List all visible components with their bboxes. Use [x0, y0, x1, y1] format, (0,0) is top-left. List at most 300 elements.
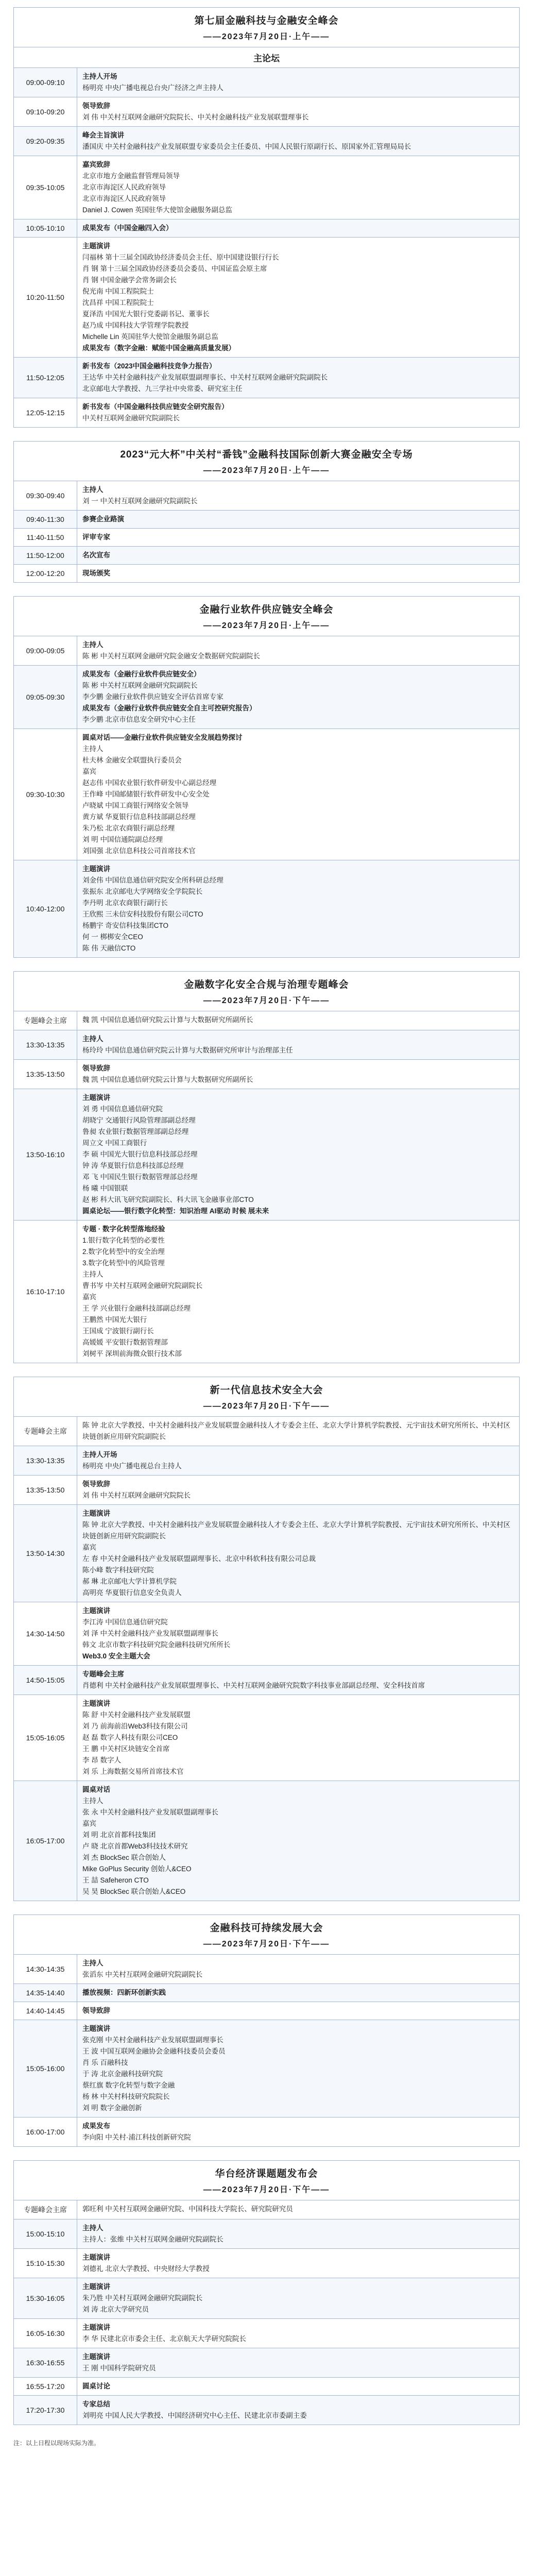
agenda-body: [77, 1666, 519, 1694]
agenda-item-line: 王 波 中国互联网金融协会金融科技委员会委员: [82, 2047, 226, 2055]
agenda-item-line: 吴 昊 BlockSec 联合创始人&CEO: [82, 1888, 186, 1895]
agenda-body: [77, 127, 519, 156]
agenda-time: 16:30-16:55: [14, 2348, 77, 2377]
agenda-item-heading: 主题演讲: [82, 2283, 110, 2291]
agenda-item-line: 郭旺利 中关村互联网金融研究院、中国科技大学院长、研究院研究员: [82, 2205, 293, 2213]
agenda-item-line: 沈昌祥 中国工程院院士: [82, 299, 154, 307]
agenda-item-line: 陈 伟 天融信CTO: [82, 944, 136, 952]
agenda-section: [13, 971, 520, 1363]
agenda-item-line: Mike GoPlus Security 创始人&CEO: [82, 1865, 192, 1873]
agenda-item-line: 王作峰 中国邮储银行软件研发中心安全处: [82, 790, 210, 798]
agenda-item-line: 魏 凯 中国信息通信研究院云计算与大数据研究所副所长: [82, 1016, 253, 1024]
agenda-item-heading: 成果发布（金融行业软件供应链安全自主可控研究报告）: [82, 704, 256, 712]
agenda-body: [77, 2200, 519, 2219]
agenda-item-line: 卢 晓 北京首都Web3科技技术研究: [82, 1842, 188, 1850]
agenda-item-heading: 成果发布（数字金融：赋能中国金融高质量发展）: [82, 344, 235, 352]
agenda-time: 14:40-14:45: [14, 2002, 77, 2020]
agenda-row: [14, 2020, 519, 2117]
agenda-row: [14, 1665, 519, 1694]
agenda-body: [77, 1602, 519, 1665]
agenda-row: [14, 357, 519, 398]
agenda-item-line: 赵乃成 中国科技大学管理学院教授: [82, 321, 189, 329]
agenda-item-line: 张振东 北京邮电大学网络安全学院院长: [82, 888, 203, 895]
agenda-time: 16:00-17:00: [14, 2117, 77, 2146]
agenda-body: [77, 860, 519, 957]
agenda-item-line: 鲁昶 农业银行数据管理部副总经理: [82, 1128, 189, 1136]
agenda-row: [14, 510, 519, 528]
agenda-item-line: 卢晓斌 中国工商银行网络安全领导: [82, 802, 189, 809]
agenda-body: [77, 2020, 519, 2117]
agenda-row: [14, 564, 519, 582]
agenda-time: 13:35-13:50: [14, 1476, 77, 1504]
agenda-item-line: 杨明亮 中央广播电视总台央广经济之声主持人: [82, 84, 223, 92]
agenda-body: [77, 238, 519, 357]
section-title: 金融科技可持续发展大会: [210, 1923, 323, 1934]
agenda-item-line: 杜夫林 金融安全联盟执行委员会: [82, 756, 182, 764]
agenda-item-line: 李向阳 中关村·浦江科技创新研究院: [82, 2133, 191, 2141]
agenda-time: 14:30-14:50: [14, 1602, 77, 1665]
agenda-body: [77, 2378, 519, 2395]
section-title: 金融数字化安全合规与治理专题峰会: [184, 979, 349, 990]
agenda-item-line: 1.银行数字化转型的必要性: [82, 1236, 165, 1244]
agenda-time: 09:30-09:40: [14, 481, 77, 510]
agenda-time: 专题峰会主席: [14, 2200, 77, 2219]
agenda-time: 13:50-14:30: [14, 1505, 77, 1602]
agenda-item-line: 北京市海淀区人民政府领导: [82, 183, 166, 191]
agenda-time: 09:20-09:35: [14, 127, 77, 156]
agenda-row: [14, 2117, 519, 2146]
agenda-item-heading: 主持人开场: [82, 1451, 117, 1459]
agenda-body: [77, 2278, 519, 2318]
agenda-row: [14, 1089, 519, 1220]
agenda-item-line: 刘 一 中关村互联网金融研究院副院长: [82, 497, 198, 505]
agenda-item-heading: 圆桌对话——金融行业软件供应链安全发展趋势探讨: [82, 734, 243, 741]
agenda-item-line: 刘 乃 前海前沿Web3科技有限公司: [82, 1722, 188, 1730]
section-date: ——2023年7月20日·下午——: [203, 2185, 330, 2194]
agenda-item-heading: 主题演讲: [82, 1094, 110, 1101]
agenda-item-line: 高媛媛 平安银行数据管理部: [82, 1338, 168, 1346]
agenda-item-line: 刘 泽 中关村金融科技产业发展联盟副理事长: [82, 1630, 219, 1637]
agenda-body: [77, 2249, 519, 2278]
agenda-row: [14, 398, 519, 427]
section-date: ——2023年7月20日·下午——: [203, 1940, 330, 1948]
agenda-row: [14, 1030, 519, 1059]
agenda-item-line: 刘明亮 中国人民大学教授、中国经济研究中心主任、民建北京市委副主委: [82, 2412, 307, 2419]
agenda-time: 13:50-16:10: [14, 1089, 77, 1220]
agenda-item-line: 刘 勇 中国信息通信研究院: [82, 1105, 163, 1113]
agenda-row: [14, 665, 519, 728]
agenda-item-line: 中关村互联网金融研究院副院长: [82, 414, 180, 422]
agenda-item-heading: 主持人: [82, 2224, 104, 2232]
section-band: 主论坛: [14, 47, 519, 67]
agenda-item-heading: 峰会主旨演讲: [82, 131, 124, 139]
agenda-time: 15:05-16:00: [14, 2020, 77, 2117]
agenda-item-heading: 专家总结: [82, 2400, 110, 2408]
agenda-item-heading: 专题峰会主席: [82, 1670, 124, 1678]
section-date: ——2023年7月20日·上午——: [203, 32, 330, 41]
agenda-row: [14, 1011, 519, 1030]
agenda-time: 16:55-17:20: [14, 2378, 77, 2395]
agenda-time: 11:50-12:05: [14, 358, 77, 398]
agenda-item-heading: 新书发布（中国金融科技供应链安全研究报告）: [82, 403, 229, 411]
agenda-body: [77, 1476, 519, 1504]
agenda-item-line: 主持人: [82, 1797, 104, 1805]
section-date: ——2023年7月20日·下午——: [203, 1402, 330, 1411]
agenda-time: 09:05-09:30: [14, 666, 77, 728]
agenda-item-line: 主持人：张维 中关村互联网金融研究院副院长: [82, 2235, 223, 2243]
agenda-item-line: 朱乃胜 中关村互联网金融研究院副院长: [82, 2294, 203, 2302]
agenda-body: [77, 1060, 519, 1089]
agenda-row: [14, 528, 519, 546]
agenda-time: 09:30-10:30: [14, 729, 77, 860]
agenda-time: 13:30-13:35: [14, 1446, 77, 1475]
agenda-item-line: 张克刚 中关村金融科技产业发展联盟副理事长: [82, 2036, 223, 2044]
agenda-item-line: 嘉宾: [82, 1820, 96, 1827]
agenda-row: [14, 156, 519, 219]
agenda-row: [14, 2248, 519, 2278]
agenda-item-heading: 主题演讲: [82, 242, 110, 250]
agenda-body: [77, 2319, 519, 2348]
agenda-item-line: 郝 琳 北京邮电大学计算机学院: [82, 1578, 177, 1585]
agenda-item-line: 北京邮电大学教授、九三学社中央常委、研究室主任: [82, 385, 243, 393]
agenda-item-line: 刘德礼 北京大学教授、中央财经大学教授: [82, 2265, 210, 2273]
agenda-row: [14, 2278, 519, 2318]
agenda-item-line: 陈小峰 数字科技研究院: [82, 1566, 154, 1574]
agenda-item-line: 陈 钟 北京大学教授、中关村金融科技产业发展联盟金融科技人才专委会主任、北京大学计算机学院教授、元宇宙技术研究所所长、中关村区块链创新应用研究院副院长: [82, 1521, 510, 1540]
agenda-item-line: 肖德利 中关村金融科技产业发展联盟理事长、中关村互联网金融研究院数字科技事业部副总经理、安全科技首席: [82, 1682, 425, 1689]
agenda-time: 14:50-15:05: [14, 1666, 77, 1694]
agenda-item-line: 邓 飞 中国民生银行数据管理部总经理: [82, 1173, 198, 1181]
agenda-item-line: 刘国强 北京信息科技公司首席技术官: [82, 847, 196, 855]
agenda-item-line: 张 永 中关村金融科技产业发展联盟副理事长: [82, 1808, 219, 1816]
agenda-item-heading: 圆桌讨论: [82, 2382, 110, 2390]
agenda-item-line: 嘉宾: [82, 1293, 96, 1301]
agenda-item-line: 蔡红旗 数字化转型与数字金融: [82, 2081, 175, 2089]
section-title: 第七届金融科技与金融安全峰会: [194, 15, 339, 26]
agenda-time: 15:00-15:10: [14, 2219, 77, 2248]
agenda-time: 09:40-11:30: [14, 511, 77, 528]
agenda-item-heading: 主题演讲: [82, 865, 110, 873]
agenda-time: 14:35-14:40: [14, 1984, 77, 2002]
agenda-item-line: 魏 凯 中国信息通信研究院云计算与大数据研究所副所长: [82, 1076, 253, 1083]
agenda-item-heading: 主持人开场: [82, 73, 117, 80]
agenda-body: [77, 565, 519, 582]
section-date: ——2023年7月20日·下午——: [203, 996, 330, 1005]
agenda-row: [14, 1781, 519, 1901]
agenda-body: [77, 529, 519, 546]
agenda-row: [14, 1475, 519, 1504]
agenda-row: [14, 1984, 519, 2002]
agenda-row: [14, 67, 519, 97]
agenda-item-line: 王鹏然 中国光大银行: [82, 1316, 147, 1324]
agenda-body: [77, 1781, 519, 1901]
agenda-row: [14, 2348, 519, 2377]
agenda-body: [77, 219, 519, 237]
agenda-item-line: 王 喆 Safeheron CTO: [82, 1876, 149, 1884]
agenda-row: [14, 2318, 519, 2348]
agenda-item-line: 夏泽浩 中国光大银行党委副书记、董事长: [82, 310, 210, 318]
agenda-time: 11:40-11:50: [14, 529, 77, 546]
agenda-item-line: 肖 乐 百融科技: [82, 2059, 128, 2066]
agenda-row: [14, 1446, 519, 1475]
agenda-time: 12:05-12:15: [14, 398, 77, 427]
agenda-item-heading: 主题演讲: [82, 1510, 110, 1517]
agenda-body: [77, 97, 519, 126]
agenda-item-line: 刘 涛 北京大学研究员: [82, 2306, 149, 2313]
agenda-time: 16:05-16:30: [14, 2319, 77, 2348]
agenda-time: 13:35-13:50: [14, 1060, 77, 1089]
agenda-item-line: 钟 涛 华夏银行信息科技部总经理: [82, 1162, 184, 1170]
agenda-item-line: 3.数字化转型中的风险管理: [82, 1259, 165, 1267]
agenda-body: [77, 398, 519, 427]
agenda-item-heading: 圆桌论坛——银行数字化转型：知识治理 AI驱动 时候 展未来: [82, 1207, 269, 1215]
agenda-item-line: 杨 曦 中国银联: [82, 1184, 128, 1192]
agenda-item-line: 杨明亮 中央广播电视总台主持人: [82, 1462, 182, 1470]
agenda-item-line: 王 学 兴业银行金融科技部副总经理: [82, 1304, 191, 1312]
agenda-item-line: 陈 钟 北京大学教授、中关村金融科技产业发展联盟金融科技人才专委会主任、北京大学计算机学院教授、元宇宙技术研究所所长、中关村区块链创新应用研究院副院长: [82, 1421, 510, 1440]
agenda-item-heading: 主持人: [82, 486, 104, 494]
agenda-item-line: 李少鹏 金融行业软件供应链安全评估首席专家: [82, 693, 223, 701]
agenda-item-line: 主持人: [82, 745, 104, 753]
agenda-time: 17:20-17:30: [14, 2396, 77, 2425]
agenda-body: [77, 2002, 519, 2020]
agenda-time: 16:10-17:10: [14, 1221, 77, 1363]
agenda-row: [14, 1602, 519, 1665]
agenda-row: [14, 546, 519, 564]
agenda-body: [77, 358, 519, 398]
agenda-item-heading: 成果发布（金融行业软件供应链安全）: [82, 670, 201, 678]
agenda-time: 09:00-09:05: [14, 636, 77, 665]
agenda-item-line: 杨玲玲 中国信息通信研究院云计算与大数据研究所审计与治理部主任: [82, 1046, 293, 1054]
agenda-item-line: 赵 磊 数字人科技有限公司CEO: [82, 1734, 178, 1741]
agenda-item-line: 刘 明 数字金融创新: [82, 2104, 142, 2112]
agenda-item-line: 北京市地方金融监督管理局领导: [82, 172, 180, 180]
agenda-time: 09:10-09:20: [14, 97, 77, 126]
agenda-item-heading: 主题演讲: [82, 2324, 110, 2331]
agenda-item-line: 刘树平 深圳前海微众银行技术部: [82, 1350, 182, 1358]
agenda-time: 11:50-12:00: [14, 547, 77, 564]
agenda-row: [14, 2219, 519, 2248]
agenda-item-line: 倪光南 中国工程院院士: [82, 287, 154, 295]
agenda-item-heading: 领导致辞: [82, 1480, 110, 1488]
agenda-item-heading: 主题演讲: [82, 1607, 110, 1615]
agenda-section: [13, 2160, 520, 2425]
agenda-row: [14, 1504, 519, 1602]
agenda-row: [14, 2377, 519, 2395]
agenda-body: [77, 636, 519, 665]
agenda-item-line: 肖 钢 第十三届全国政协经济委员会委员、中国证监会原主席: [82, 265, 267, 273]
agenda-item-line: 肖 钢 中国金融学会常务副会长: [82, 276, 177, 284]
agenda-row: [14, 2200, 519, 2219]
agenda-item-line: 李 硕 中国光大银行信息科技部总经理: [82, 1150, 198, 1158]
agenda-item-heading: 领导致辞: [82, 102, 110, 110]
agenda-time: 09:35-10:05: [14, 156, 77, 219]
agenda-item-line: 主持人: [82, 1270, 104, 1278]
agenda-time: 10:20-11:50: [14, 238, 77, 357]
agenda-row: [14, 1220, 519, 1363]
agenda-time: 10:05-10:10: [14, 219, 77, 237]
agenda-item-line: 李江涛 中国信息通信研究院: [82, 1618, 168, 1626]
agenda-item-heading: 主题演讲: [82, 2253, 110, 2261]
agenda-item-line: Daniel J. Cowen 英国驻华大使馆金融服务副总监: [82, 206, 233, 214]
agenda-body: [77, 2219, 519, 2248]
agenda-row: [14, 219, 519, 237]
agenda-item-line: 高明亮 华夏银行信息安全负责人: [82, 1589, 182, 1597]
agenda-time: 12:00-12:20: [14, 565, 77, 582]
agenda-item-line: 赵志伟 中国农业银行软件研发中心副总经理: [82, 779, 217, 787]
agenda-body: [77, 1417, 519, 1446]
agenda-item-heading: 圆桌对话: [82, 1786, 110, 1793]
agenda-item-line: 胡晓宁 交通银行风险管理部副总经理: [82, 1116, 196, 1124]
agenda-body: [77, 1030, 519, 1059]
agenda-body: [77, 1089, 519, 1220]
section-date: ——2023年7月20日·上午——: [203, 466, 330, 475]
agenda-item-heading: 主持人: [82, 1959, 104, 1967]
agenda-item-line: 刘 伟 中关村互联网金融研究院院长、中关村金融科技产业发展联盟理事长: [82, 113, 309, 121]
agenda-item-line: 王国成 宁波银行副行长: [82, 1327, 154, 1335]
footnote: 注：以上日程以现场实际为准。: [13, 2439, 100, 2447]
agenda-item-heading: 成果发布（中国金融四入会）: [82, 224, 173, 232]
agenda-sections: [13, 7, 520, 2425]
agenda-item-line: 黄方斌 华夏银行信息科技部副总经理: [82, 813, 196, 821]
agenda-body: [77, 547, 519, 564]
agenda-item-heading: 主题演讲: [82, 2353, 110, 2361]
agenda-item-line: 嘉宾: [82, 1544, 96, 1551]
agenda-time: 专题峰会主席: [14, 1011, 77, 1030]
agenda-row: [14, 1416, 519, 1446]
agenda-item-line: 曹书岑 中关村互联网金融研究院副院长: [82, 1282, 203, 1290]
agenda-body: [77, 511, 519, 528]
agenda-item-line: 李 华 民建北京市委会主任、北京航天大学研究院院长: [82, 2335, 247, 2343]
agenda-item-line: 杨 林 中关村科技研究院院长: [82, 2093, 170, 2100]
agenda-item-line: 韩文 北京市数字科技研究院金融科技研究所所长: [82, 1641, 231, 1649]
agenda-item-heading: 领导致辞: [82, 2007, 110, 2014]
agenda-item-line: 于 涛 北京金融科技研究院: [82, 2070, 163, 2078]
agenda-row: [14, 1694, 519, 1781]
agenda-item-heading: 主题演讲: [82, 1700, 110, 1707]
agenda-section: [13, 596, 520, 958]
agenda-item-line: 刘 乐 上海数据交易所首席技术官: [82, 1768, 184, 1775]
section-title: 2023“元大杯”中关村“番钱”金融科技国际创新大赛金融安全专场: [120, 449, 413, 460]
agenda-row: [14, 2395, 519, 2425]
agenda-item-line: 王达华 中关村金融科技产业发展联盟副理事长、中关村互联网金融研究院副院长: [82, 374, 328, 381]
agenda-section: [13, 1914, 520, 2147]
agenda-body: [77, 2396, 519, 2425]
agenda-item-line: 潘国庆 中关村金融科技产业发展联盟专家委员会主任委员、中国人民银行原副行长、原国家外汇管理局局长: [82, 143, 411, 150]
agenda-item-line: 李少鹏 北京市信息安全研究中心主任: [82, 716, 196, 723]
agenda-body: [77, 1505, 519, 1602]
section-title: 华台经济课题题发布会: [215, 2168, 318, 2179]
agenda-row: [14, 636, 519, 665]
agenda-body: [77, 481, 519, 510]
agenda-time: 14:30-14:35: [14, 1955, 77, 1984]
agenda-item-heading: 名次宣布: [82, 551, 110, 559]
agenda-body: [77, 1011, 519, 1030]
agenda-item-line: 王 刚 中国科学院研究员: [82, 2364, 156, 2372]
agenda-body: [77, 2117, 519, 2146]
agenda-item-line: 刘 伟 中关村互联网金融研究院院长: [82, 1492, 191, 1499]
agenda-row: [14, 2002, 519, 2020]
agenda-item-line: 陈 舒 中关村金融科技产业发展联盟: [82, 1711, 191, 1719]
agenda-row: [14, 860, 519, 957]
agenda-item-line: 陈 彬 中关村互联网金融研究院副院长: [82, 682, 198, 689]
agenda-item-line: 张滔东 中关村互联网金融研究院副院长: [82, 1971, 203, 1978]
agenda-body: [77, 1695, 519, 1781]
agenda-item-heading: Web3.0 安全主题大会: [82, 1652, 150, 1660]
section-title: 金融行业软件供应链安全峰会: [199, 604, 334, 615]
agenda-item-line: 朱乃松 北京农商银行副总经理: [82, 824, 175, 832]
agenda-item-heading: 领导致辞: [82, 1064, 110, 1072]
agenda-item-line: 闫福林 第十三届全国政协经济委员会主任、原中国建设银行行长: [82, 253, 279, 261]
agenda-time: 13:30-13:35: [14, 1030, 77, 1059]
agenda-body: [77, 1955, 519, 1984]
section-title: 新一代信息技术安全大会: [210, 1385, 323, 1396]
agenda-item-heading: 新书发布（2023中国金融科技竞争力报告）: [82, 362, 216, 370]
agenda-section: [13, 441, 520, 583]
agenda-item-heading: 主持人: [82, 1035, 104, 1043]
agenda-item-line: 周立文 中国工商银行: [82, 1139, 147, 1147]
agenda-item-heading: 成果发布: [82, 2122, 110, 2130]
agenda-body: [77, 156, 519, 219]
agenda-body: [77, 729, 519, 860]
agenda-item-heading: 主题演讲: [82, 2025, 110, 2032]
agenda-item-line: 何 一 梆梆安全CEO: [82, 933, 143, 941]
agenda-row: [14, 126, 519, 156]
agenda-item-line: 王 鹏 中关村区块链安全首席: [82, 1745, 170, 1753]
section-date: ——2023年7月20日·上午——: [203, 621, 330, 630]
agenda-time: 10:40-12:00: [14, 860, 77, 957]
agenda-item-line: 王欣熙 三未信安科技股份有限公司CTO: [82, 910, 203, 918]
agenda-item-line: 刘 杰 BlockSec 联合创始人: [82, 1854, 166, 1861]
agenda-time: 15:05-16:05: [14, 1695, 77, 1781]
agenda-item-line: 左 春 中关村金融科技产业发展联盟副理事长、北京中科软科技有限公司总裁: [82, 1555, 316, 1563]
agenda-row: [14, 1954, 519, 1984]
agenda-body: [77, 68, 519, 97]
agenda-item-line: 陈 彬 中关村互联网金融研究院金融安全数据研究院副院长: [82, 652, 261, 660]
agenda-body: [77, 1984, 519, 2002]
agenda-item-line: 刘金伟 中国信息通信研究院安全所科研总经理: [82, 876, 223, 884]
agenda-time: 16:05-17:00: [14, 1781, 77, 1901]
agenda-item-line: 李丹明 北京农商银行副行长: [82, 899, 168, 907]
agenda-item-heading: 参赛企业路演: [82, 515, 124, 523]
agenda-item-heading: 播放视频：四新环创新实践: [82, 1989, 166, 1996]
agenda-row: [14, 237, 519, 357]
agenda-item-heading: 主持人: [82, 641, 104, 649]
agenda-time: 专题峰会主席: [14, 1417, 77, 1446]
agenda-item-heading: 嘉宾致辞: [82, 161, 110, 168]
agenda-body: [77, 666, 519, 728]
agenda-item-line: 刘 明 北京首都科技集团: [82, 1831, 156, 1839]
agenda-body: [77, 1446, 519, 1475]
agenda-row: [14, 1059, 519, 1089]
agenda-item-line: 李 昂 数字人: [82, 1756, 122, 1764]
agenda-body: [77, 1221, 519, 1363]
agenda-row: [14, 728, 519, 860]
agenda-item-line: Michelle Lin 英国驻华大使馆金融服务副总监: [82, 333, 219, 341]
agenda-item-heading: 现场颁奖: [82, 569, 110, 577]
agenda-time: 15:10-15:30: [14, 2249, 77, 2278]
agenda-section: [13, 7, 520, 428]
agenda-time: 15:30-16:05: [14, 2278, 77, 2318]
agenda-item-line: 赵 彬 科大讯飞研究院副院长、科大讯飞金融事业部CTO: [82, 1196, 254, 1204]
agenda-item-heading: 评审专家: [82, 533, 110, 541]
agenda-body: [77, 2348, 519, 2377]
agenda-time: 09:00-09:10: [14, 68, 77, 97]
agenda-row: [14, 97, 519, 126]
agenda-item-line: 2.数字化转型中的安全治理: [82, 1248, 165, 1256]
agenda-item-line: 嘉宾: [82, 768, 96, 775]
agenda-section: [13, 1377, 520, 1901]
